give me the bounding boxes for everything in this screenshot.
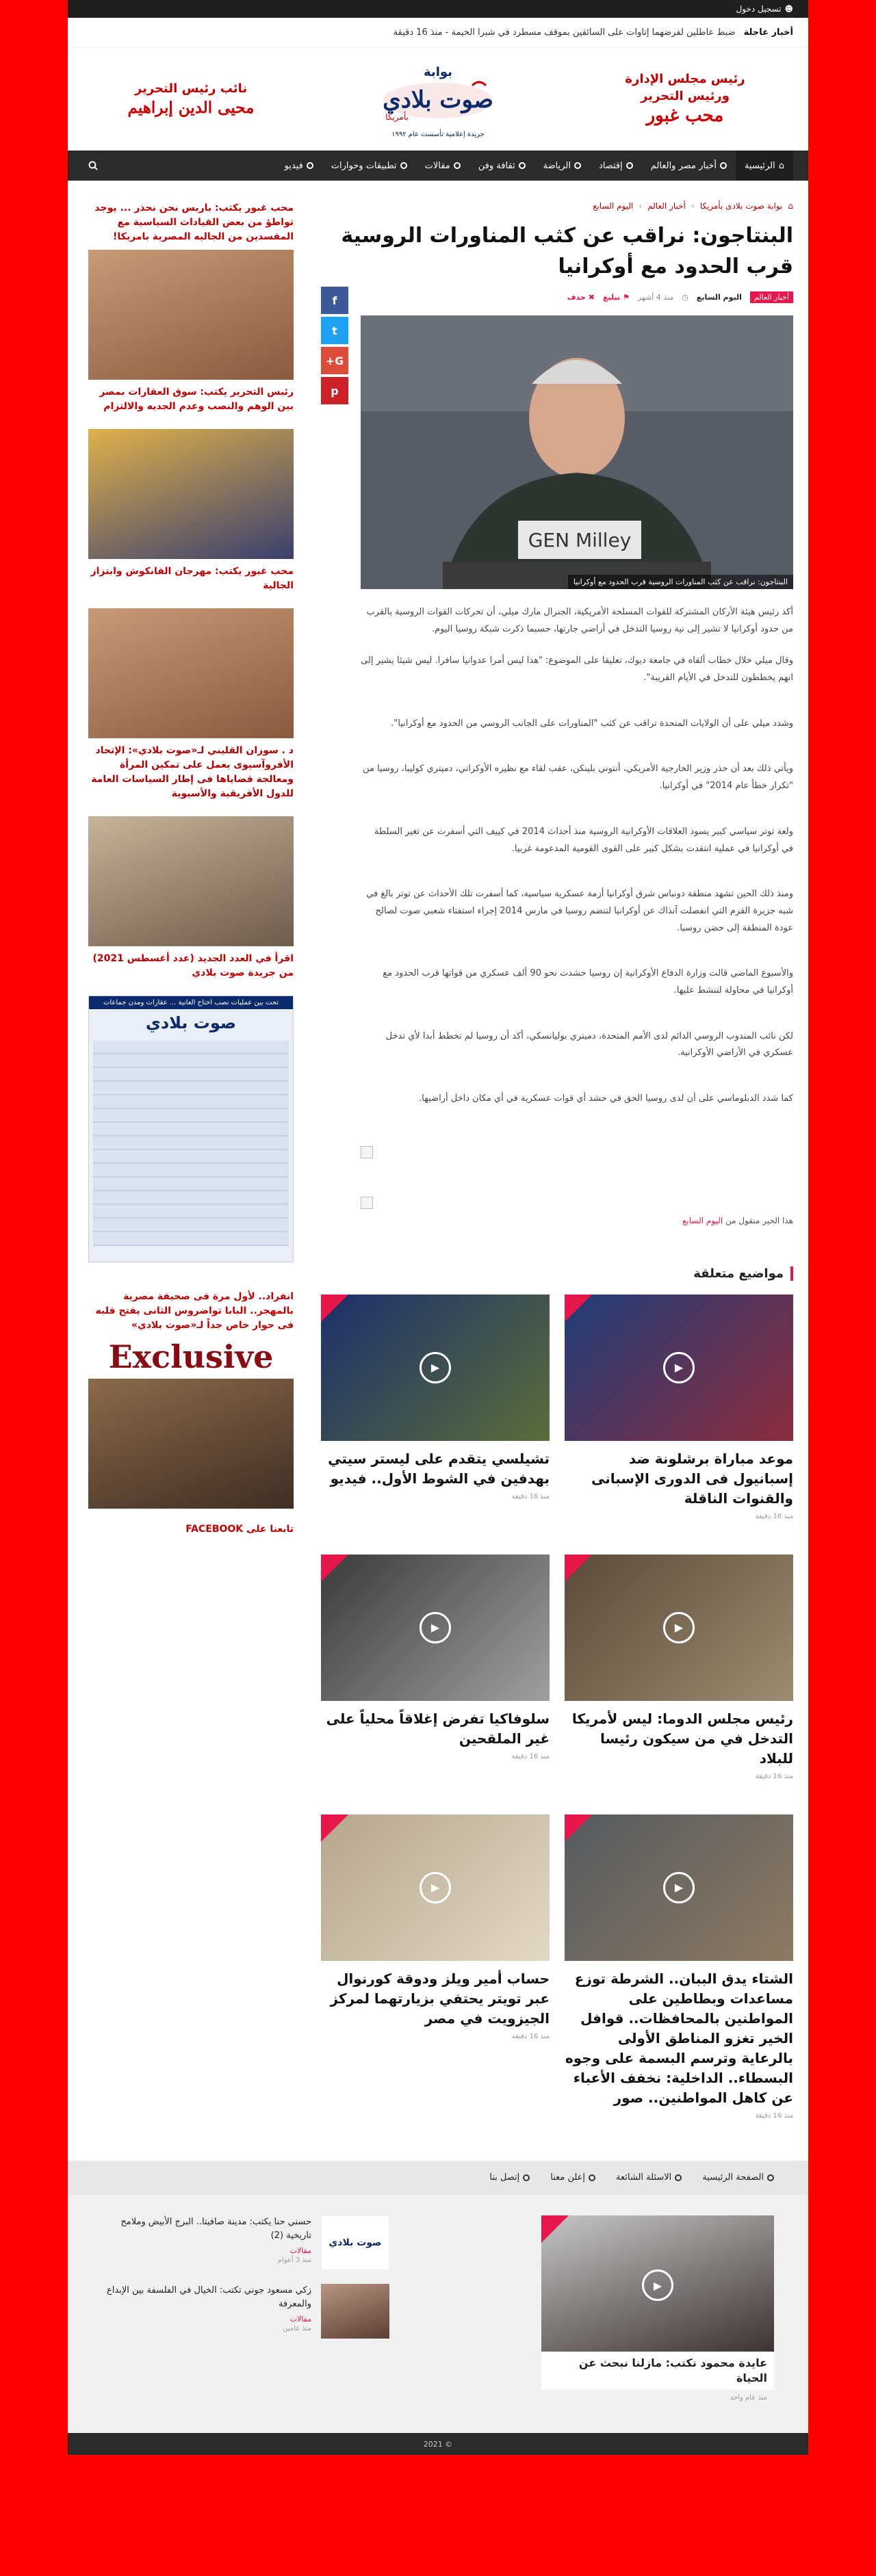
article-paragraph: لكن نائب المندوب الروسي الدائم لدى الأمم المتحدة، دميتري بوليانسكي، أكد أن روسيا لم تخطط أبدا لأي تدخل عسكري في الأراضي الأوكرانية. <box>385 1030 793 1058</box>
newspaper-title: صوت بلادي <box>145 1013 237 1032</box>
footer-list-item[interactable] <box>102 2284 389 2339</box>
deputy-editor-name: محيى الدين إبراهيم <box>127 98 255 117</box>
nav-label: الرياضة <box>543 160 571 171</box>
circle-icon <box>675 2174 682 2181</box>
image-caption: البنتاجون: نراقب عن كثب المناورات الروسية قرب الحدود مع أوكرانيا <box>568 575 793 589</box>
nav-label: الرئيسية <box>744 160 775 171</box>
pinterest-icon: p <box>331 384 339 398</box>
circle-icon <box>523 2174 530 2181</box>
related-topics-grid <box>321 1294 793 2120</box>
nav-item-egypt-world[interactable] <box>642 151 736 181</box>
footer-list <box>102 2215 389 2406</box>
related-thumbnail <box>565 1814 793 1961</box>
sidebar <box>88 201 294 1535</box>
sidebar-caption: محب غبور يكتب: مهرجان الفانكوش وابتزاز الجالية <box>90 566 294 591</box>
sidebar-image <box>88 250 294 380</box>
login-label: تسجيل دخول <box>736 4 782 14</box>
related-card[interactable] <box>321 1814 550 2120</box>
general-portrait-image <box>361 315 793 589</box>
sidebar-image <box>88 429 294 559</box>
related-thumbnail <box>565 1554 793 1701</box>
article-paragraph: والأسبوع الماضي قالت وزارة الدفاع الأوكرانية إن روسيا حشدت نحو 90 ألف عسكري من قواتها قرب الحدود مع أوكرانيا في محاولة لتنشط عليها. <box>383 968 793 996</box>
login-link[interactable] <box>736 4 793 14</box>
related-thumbnail <box>321 1294 550 1441</box>
site-header <box>68 48 808 151</box>
related-card[interactable] <box>565 1294 793 1520</box>
nav-label: تطبيقات وحوارات <box>331 160 397 171</box>
breaking-label: أخبار عاجلة <box>743 27 793 38</box>
related-thumbnail <box>565 1294 793 1441</box>
deputy-editor-block <box>95 80 287 118</box>
footer-featured-thumbnail <box>541 2215 774 2356</box>
article-column <box>321 201 793 2161</box>
article-source-line <box>361 1216 793 1225</box>
article-paragraph: ويأتي ذلك بعد أن حذر وزير الخارجية الأمريكي، أنتوني بلينكن، عقب لقاء مع نظيره الأوكراني، دميتري كوليبا، روسيا من "تكرار خطأ عام 2014" في أوكرانيا. <box>363 764 793 792</box>
sidebar-article[interactable] <box>88 201 294 414</box>
play-icon: ▶ <box>420 1872 451 1903</box>
svg-text:بوابة: بوابة <box>424 64 452 79</box>
twitter-share-button[interactable] <box>321 317 348 344</box>
copyright-text: © 2021 <box>423 2439 453 2449</box>
corner-badge <box>565 1294 592 1322</box>
close-icon: ✖ <box>588 293 595 302</box>
footer-featured-card[interactable] <box>541 2215 774 2406</box>
category-badge[interactable]: أخبار العالم <box>750 291 793 303</box>
corner-badge <box>321 1814 348 1842</box>
nav-item-interviews[interactable] <box>322 151 416 181</box>
play-icon: ▶ <box>663 1612 695 1643</box>
sidebar-caption: د . سوزان القليني لـ«صوت بلادي»: الإتحاد الأفروآسيوى يعمل على تمكين المرأة ومعالجة قضاياها فى إطار السياسات العامة للدول الأفريقية والأسيوية <box>91 745 294 799</box>
broken-image-icon <box>361 1197 373 1209</box>
newspaper-cover-link[interactable] <box>88 996 294 1262</box>
corner-badge <box>565 1814 592 1842</box>
home-icon: ⌂ <box>778 160 784 171</box>
circle-icon <box>589 2174 595 2181</box>
delete-button[interactable] <box>567 293 595 302</box>
footer-area <box>68 2195 808 2434</box>
circle-icon <box>519 162 526 169</box>
newspaper-cover <box>88 996 294 1262</box>
footer-link-home[interactable] <box>702 2172 774 2183</box>
nav-label: مقالات <box>424 160 450 171</box>
logo-subtitle: جريدة إعلامية تأسست عام ١٩٩٢ <box>391 130 485 138</box>
corner-badge <box>321 1294 348 1322</box>
breaking-news-link[interactable]: ضبط عاطلين لفرضهما إتاوات على السائقين بموقف مسطرد في شبرا الخيمة - منذ 16 دقيقة <box>393 27 736 38</box>
related-date: منذ 16 دقيقة <box>511 2032 550 2040</box>
top-bar <box>68 0 808 18</box>
footer-list-tag: مقالات <box>289 2246 311 2256</box>
related-title: الشتاء يدق الببان.. الشرطة توزع مساعدات وبطاطين على المواطنين بالمحافظات.. قوافل الخير تغزو المناطق الأولى بالرعاية وترسم البسمة على وجوه البسطاء.. الداخلية: نخفف الأعباء عن كاهل المواطنين.. صور <box>565 1970 793 2106</box>
footer-nav <box>68 2161 808 2195</box>
footer-link-label: إعلن معنا <box>550 2172 586 2183</box>
flag-icon: ⚑ <box>622 293 630 302</box>
sidebar-image <box>88 608 294 738</box>
circle-icon <box>767 2174 774 2181</box>
source-prefix: هذا الخبر منقول من <box>725 1215 793 1225</box>
related-date: منذ 16 دقيقة <box>511 1492 550 1500</box>
breadcrumb-item[interactable]: بوابة صوت بلادى بأمريكا <box>699 201 783 211</box>
nav-item-video[interactable] <box>276 151 322 181</box>
deputy-role: نائب رئيس التحرير <box>134 81 248 96</box>
nav-item-home[interactable] <box>736 151 793 181</box>
circle-icon <box>720 162 727 169</box>
sidebar-caption: اقرأ في العدد الجديد (عدد أغسطس 2021) من جريدة صوت بلادي <box>92 953 294 978</box>
sidebar-article[interactable] <box>88 608 294 801</box>
related-title: تشيلسي يتقدم على ليستر سيتي بهدفين في الشوط الأول.. فيديو <box>328 1450 550 1487</box>
nameplate-text: GEN Milley <box>528 529 632 551</box>
sidebar-image <box>88 816 294 946</box>
related-card[interactable] <box>321 1554 550 1780</box>
home-icon: ⌂ <box>788 201 793 211</box>
corner-badge <box>541 2215 569 2243</box>
footer-list-title: زكي مسعود جوني تكتب: الخيال في الفلسفة بين الإبداع والمعرفة <box>107 2285 311 2310</box>
sidebar-image <box>88 1379 294 1509</box>
circle-icon <box>454 162 461 169</box>
related-card[interactable] <box>565 1554 793 1780</box>
article-paragraph: كما شدد الدبلوماسي على أن لدى روسيا الحق في حشد أي قوات عسكرية في أي مكان داخل أراضيها. <box>419 1093 793 1104</box>
nav-label: ثقافة وفن <box>478 160 515 171</box>
editor-in-chief-name: محب غبور <box>646 105 724 127</box>
nav-item-culture[interactable] <box>469 151 534 181</box>
related-thumbnail <box>321 1814 550 1961</box>
nav-item-articles[interactable] <box>416 151 469 181</box>
clock-icon: ◷ <box>682 293 688 302</box>
sidebar-article[interactable] <box>88 816 294 980</box>
nav-item-economy[interactable] <box>590 151 642 181</box>
exclusive-label: Exclusive <box>108 1338 274 1375</box>
newspaper-banner: تحت بين عمليات نصب اختاح العانية ... عقارات ومدن جماعات <box>89 996 293 1009</box>
related-card[interactable] <box>565 1814 793 2120</box>
source-link[interactable]: اليوم السابع <box>682 1215 723 1225</box>
main-nav <box>68 151 808 181</box>
related-card[interactable] <box>321 1294 550 1520</box>
article-paragraph: وقال ميلي خلال خطاب ألقاه في جامعة ديوك، تعليقا على الموضوع: "هذا ليس أمرا عدوانيا سافرا. ليس شيئا يشير إلى انهم يخططون للتدخل في الأيام القريبة". <box>361 655 793 684</box>
search-button[interactable] <box>83 161 103 170</box>
pinterest-share-button[interactable] <box>321 377 348 404</box>
google-plus-share-button[interactable] <box>321 347 348 374</box>
google-plus-icon: G+ <box>325 354 344 367</box>
svg-text:بأمريكا: بأمريكا <box>385 112 409 122</box>
sidebar-article[interactable] <box>88 429 294 593</box>
play-icon: ▶ <box>663 1872 695 1903</box>
corner-badge <box>321 1554 348 1582</box>
related-date: منذ 16 دقيقة <box>755 1512 793 1520</box>
footer-link-label: الاسئلة الشائعة <box>616 2172 672 2183</box>
search-icon <box>88 161 98 170</box>
footer-list-thumbnail <box>321 2284 389 2339</box>
footer-link-faq[interactable] <box>616 2172 682 2183</box>
article-meta <box>321 291 793 303</box>
related-title: رئيس مجلس الدوما: ليس لأمريكا التدخل في من سيكون رئيسا للبلاد <box>571 1710 793 1767</box>
play-icon: ▶ <box>663 1352 695 1383</box>
corner-badge <box>565 1554 592 1582</box>
editor-role: ورئيس التحرير <box>641 89 730 104</box>
sidebar-caption: رئيس التحرير يكتب: سوق العقارات بمصر بين الوهم والنصب وعدم الجديه والالتزام <box>99 387 294 412</box>
facebook-follow-link[interactable]: تابعنا على FACEBOOK <box>185 1523 294 1535</box>
copyright-bar <box>68 2433 808 2455</box>
report-label: تبليغ <box>603 293 621 302</box>
footer-featured-title: عايدة محمود تكتب: مازلنا نبحث عن الحياة <box>541 2352 774 2391</box>
facebook-icon: f <box>332 294 337 307</box>
article-paragraph: ولعة توتر سياسي كبير يسود العلاقات الأوكرانية الروسية منذ أحداث 2014 في كييف التي أسفرت عن تغير السلطة في أوكرانيا في عملية انتقدت بشكل كبير على القوى القومية المدعومة غربيا. <box>374 826 793 854</box>
circle-icon <box>626 162 633 169</box>
sidebar-headline: محب غبور يكتب: باريس نحن نحذر ... يوجد تواطؤ من بعض القيادات السياسية مع المفسدين من الجاليه المصرية بامريكا! <box>94 203 294 242</box>
footer-list-item[interactable] <box>102 2215 389 2270</box>
play-icon: ▶ <box>420 1352 451 1383</box>
related-title: موعد مباراة برشلونة ضد إسبانيول فى الدورى الإسبانى والقنوات الناقلة <box>591 1450 793 1507</box>
nav-item-sports[interactable] <box>534 151 590 181</box>
logo-icon <box>370 61 506 129</box>
sidebar-headline: انفراد.. لأول مرة فى صحيفة مصرية بالمهجر.. البابا تواضروس الثانى يفتح قلبه فى حوار خاص جداً لـ«صوت بلادي» <box>95 1291 294 1331</box>
article-paragraph: أكد رئيس هيئة الأركان المشتركة للقوات المسلحة الأمريكية، الجنرال مارك ميلي، أن تحركات القوات الروسية بالقرب من حدود أوكرانيا لا تشير إلى نية روسيا التدخل في أراضي جارتها، حسبما ذكرت شبكة روسيا اليوم. <box>366 607 793 634</box>
related-topics-title: مواضيع متعلقة <box>321 1266 793 1281</box>
facebook-share-button[interactable] <box>321 287 348 314</box>
related-date: منذ 16 دقيقة <box>511 1752 550 1760</box>
nav-label: فيديو <box>284 160 303 171</box>
article-body <box>361 315 793 1225</box>
user-icon: ☻ <box>784 4 793 14</box>
site-logo[interactable] <box>359 61 517 138</box>
article-paragraph: وشدد ميلي على أن الولايات المتحدة تراقب عن كثب "المناورات على الجانب الروسي من الحدود مع أوكرانيا". <box>391 718 793 729</box>
chairman-role: رئيس مجلس الإدارة <box>625 71 745 86</box>
footer-list-date: منذ 3 أعوام <box>277 2256 311 2265</box>
related-date: منذ 16 دقيقة <box>755 1772 793 1780</box>
editor-in-chief-block <box>589 70 781 128</box>
footer-link-label: الصفحة الرئيسية <box>702 2172 764 2183</box>
related-title: سلوفاكيا تفرض إغلاقاً محلياً على غير الملقحين <box>326 1710 550 1747</box>
play-icon: ▶ <box>420 1612 451 1643</box>
footer-list-title: حسني حنا يكتب: مدينة صافيتا.. البرج الأبيض وملامح تاريخية (2) <box>120 2216 311 2241</box>
circle-icon <box>307 162 313 169</box>
footer-list-date: منذ عامين <box>283 2325 311 2333</box>
related-title: حساب أمير ويلز ودوقة كورنوال عبر تويتر يحتفي بزيارتهما لمركز الجيزويت في مصر <box>330 1970 550 2027</box>
breadcrumb-item[interactable]: أخبار العالم <box>647 201 686 211</box>
circle-icon <box>400 162 407 169</box>
publish-time: منذ 4 أشهر <box>637 293 674 302</box>
related-date: منذ 16 دقيقة <box>755 2111 793 2120</box>
nav-label: أخبار مصر والعالم <box>650 160 717 171</box>
footer-list-tag: مقالات <box>289 2315 311 2324</box>
nav-label: إقتصاد <box>598 160 623 171</box>
play-icon: ▶ <box>642 2269 673 2301</box>
page <box>68 0 808 2455</box>
article-hero-image <box>361 315 793 589</box>
article-title: البنتاجون: نراقب عن كثب المناورات الروسية قرب الحدود مع أوكرانيا <box>341 224 793 278</box>
breadcrumb-item[interactable]: اليوم السابع <box>593 201 634 211</box>
svg-text:صوت بلادي: صوت بلادي <box>383 86 493 114</box>
main-layout <box>68 181 808 2161</box>
footer-logo-text: صوت بلادي <box>328 2237 382 2248</box>
report-button[interactable] <box>603 293 630 302</box>
twitter-icon: t <box>332 324 337 337</box>
sidebar-exclusive[interactable] <box>88 1290 294 1509</box>
article-paragraph: ومنذ ذلك الحين تشهد منطقة دونباس شرق أوكرانيا أزمة عسكرية سياسية، كما أسفرت تلك الأحداث عن توتر بالغ في شبه جزيرة القرم التي انفصلت آنذاك عن أوكرانيا لتنضم روسيا في مارس 2014 إجراء استفتاء شعبي صوت لصالح عودة المنطقة إلى حضن روسيا. <box>366 889 793 933</box>
footer-link-contact[interactable] <box>489 2172 530 2183</box>
breaking-news-bar <box>68 18 808 48</box>
footer-link-label: إتصل بنا <box>489 2172 520 2183</box>
breadcrumb: ⌂ بوابة صوت بلادى بأمريكا › أخبار العالم › اليوم السابع <box>593 201 793 211</box>
share-buttons <box>321 287 348 404</box>
footer-link-advertise[interactable] <box>550 2172 595 2183</box>
circle-icon <box>574 162 581 169</box>
related-thumbnail <box>321 1554 550 1701</box>
footer-list-thumbnail <box>321 2215 389 2270</box>
broken-image-icon <box>361 1146 373 1158</box>
source-name: اليوم السابع <box>696 293 742 302</box>
footer-featured-date: منذ عام واحد <box>730 2394 767 2402</box>
delete-label: حذف <box>567 293 586 302</box>
